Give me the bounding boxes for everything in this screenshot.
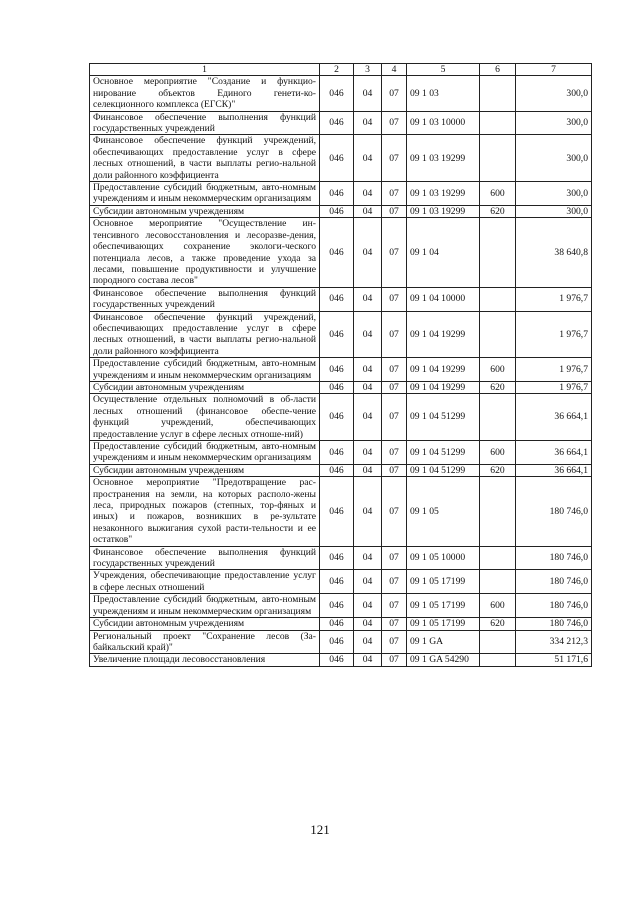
cell-ministry-code: 046: [320, 358, 354, 382]
row-name: Основное мероприятие "Предотвращение рас-пространения на земли, на которых располо-жены леса, природных пожаров (степных, тор-фяных и иных) и пожаров, возникших в ре-зультате незаконного выжигания сухой расти-тельности и ее остатков": [90, 477, 320, 546]
cell-section: 04: [354, 205, 382, 217]
cell-target-article: 09 1 05 10000: [407, 546, 480, 570]
cell-ministry-code: 046: [320, 311, 354, 358]
cell-target-article: 09 1 03 19299: [407, 205, 480, 217]
cell-section: 04: [354, 358, 382, 382]
cell-subsection: 07: [382, 111, 407, 135]
budget-table: [89, 63, 592, 667]
table-row: [90, 654, 592, 666]
cell-ministry-code: 046: [320, 205, 354, 217]
cell-subsection: 07: [382, 358, 407, 382]
cell-expense-type: [480, 654, 516, 666]
row-name: Осуществление отдельных полномочий в об-ласти лесных отношений (финансовое обеспе-чение функций учреждений, обеспечивающих предоставление услуг в сфере лесных отноше-ний): [90, 394, 320, 441]
cell-expense-type: 620: [480, 205, 516, 217]
cell-expense-type: [480, 477, 516, 546]
row-name: Предоставление субсидий бюджетным, авто-номным учреждениям и иным некоммерческим организациям: [90, 441, 320, 465]
table-row: [90, 546, 592, 570]
table-row: [90, 135, 592, 182]
cell-amount: 180 746,0: [516, 570, 592, 594]
cell-ministry-code: 046: [320, 594, 354, 618]
row-name: Учреждения, обеспечивающие предоставление услуг в сфере лесных отношений: [90, 570, 320, 594]
cell-subsection: 07: [382, 618, 407, 630]
table-row: [90, 441, 592, 465]
cell-section: 04: [354, 182, 382, 206]
column-header: 6: [480, 64, 516, 76]
cell-subsection: 07: [382, 654, 407, 666]
cell-subsection: 07: [382, 76, 407, 111]
cell-expense-type: 600: [480, 441, 516, 465]
cell-section: 04: [354, 311, 382, 358]
cell-ministry-code: 046: [320, 618, 354, 630]
cell-amount: 38 640,8: [516, 218, 592, 287]
cell-subsection: 07: [382, 441, 407, 465]
cell-expense-type: [480, 76, 516, 111]
cell-section: 04: [354, 135, 382, 182]
cell-amount: 180 746,0: [516, 477, 592, 546]
cell-section: 04: [354, 546, 382, 570]
cell-amount: 334 212,3: [516, 630, 592, 654]
cell-amount: 300,0: [516, 205, 592, 217]
cell-subsection: 07: [382, 477, 407, 546]
cell-target-article: 09 1 05: [407, 477, 480, 546]
cell-subsection: 07: [382, 570, 407, 594]
table-row: [90, 464, 592, 476]
cell-subsection: 07: [382, 135, 407, 182]
cell-target-article: 09 1 03 19299: [407, 135, 480, 182]
cell-ministry-code: 046: [320, 441, 354, 465]
cell-target-article: 09 1 05 17199: [407, 594, 480, 618]
cell-ministry-code: 046: [320, 394, 354, 441]
table-row: [90, 477, 592, 546]
cell-target-article: 09 1 03 10000: [407, 111, 480, 135]
row-name: Субсидии автономным учреждениям: [90, 618, 320, 630]
cell-expense-type: [480, 570, 516, 594]
row-name: Финансовое обеспечение функций учреждений, обеспечивающих предоставление услуг в сфере лесных отношений, в части выплаты регио-нальной доли районного коэффициента: [90, 311, 320, 358]
header-row: [90, 64, 592, 76]
cell-ministry-code: 046: [320, 182, 354, 206]
cell-subsection: 07: [382, 182, 407, 206]
cell-expense-type: [480, 135, 516, 182]
cell-ministry-code: 046: [320, 287, 354, 311]
cell-amount: 180 746,0: [516, 618, 592, 630]
cell-target-article: 09 1 04 10000: [407, 287, 480, 311]
cell-subsection: 07: [382, 205, 407, 217]
cell-subsection: 07: [382, 381, 407, 393]
cell-ministry-code: 046: [320, 76, 354, 111]
row-name: Увеличение площади лесовосстановления: [90, 654, 320, 666]
table-row: [90, 394, 592, 441]
row-name: Предоставление субсидий бюджетным, авто-номным учреждениям и иным некоммерческим организациям: [90, 594, 320, 618]
table-row: [90, 630, 592, 654]
cell-section: 04: [354, 111, 382, 135]
cell-subsection: 07: [382, 546, 407, 570]
cell-amount: 1 976,7: [516, 311, 592, 358]
cell-section: 04: [354, 464, 382, 476]
cell-amount: 300,0: [516, 182, 592, 206]
cell-target-article: 09 1 05 17199: [407, 570, 480, 594]
column-header: 7: [516, 64, 592, 76]
cell-section: 04: [354, 654, 382, 666]
table-row: [90, 381, 592, 393]
cell-amount: 1 976,7: [516, 358, 592, 382]
cell-amount: 1 976,7: [516, 287, 592, 311]
cell-section: 04: [354, 76, 382, 111]
cell-ministry-code: 046: [320, 654, 354, 666]
table-row: [90, 594, 592, 618]
cell-amount: 300,0: [516, 76, 592, 111]
column-header: 5: [407, 64, 480, 76]
cell-section: 04: [354, 381, 382, 393]
cell-target-article: 09 1 04 19299: [407, 381, 480, 393]
cell-target-article: 09 1 04 51299: [407, 464, 480, 476]
cell-section: 04: [354, 618, 382, 630]
table-row: [90, 205, 592, 217]
table-row: [90, 287, 592, 311]
row-name: Региональный проект "Сохранение лесов (За-байкальский край)": [90, 630, 320, 654]
cell-ministry-code: 046: [320, 464, 354, 476]
page-number: 121: [310, 822, 330, 837]
cell-section: 04: [354, 570, 382, 594]
cell-ministry-code: 046: [320, 630, 354, 654]
cell-subsection: 07: [382, 287, 407, 311]
cell-subsection: 07: [382, 218, 407, 287]
cell-target-article: 09 1 04 19299: [407, 311, 480, 358]
column-header: 4: [382, 64, 407, 76]
cell-amount: 36 664,1: [516, 441, 592, 465]
cell-section: 04: [354, 477, 382, 546]
cell-section: 04: [354, 630, 382, 654]
cell-ministry-code: 046: [320, 135, 354, 182]
cell-amount: 300,0: [516, 111, 592, 135]
row-name: Субсидии автономным учреждениям: [90, 205, 320, 217]
cell-expense-type: 620: [480, 381, 516, 393]
cell-expense-type: 600: [480, 358, 516, 382]
cell-expense-type: 600: [480, 182, 516, 206]
table-row: [90, 111, 592, 135]
table-row: [90, 218, 592, 287]
cell-target-article: 09 1 04: [407, 218, 480, 287]
column-header: 1: [90, 64, 320, 76]
cell-expense-type: [480, 630, 516, 654]
table-row: [90, 182, 592, 206]
cell-ministry-code: 046: [320, 570, 354, 594]
column-header: 3: [354, 64, 382, 76]
cell-target-article: 09 1 03 19299: [407, 182, 480, 206]
row-name: Финансовое обеспечение выполнения функций государственных учреждений: [90, 287, 320, 311]
cell-subsection: 07: [382, 464, 407, 476]
table-row: [90, 358, 592, 382]
cell-amount: 36 664,1: [516, 394, 592, 441]
row-name: Финансовое обеспечение выполнения функций государственных учреждений: [90, 546, 320, 570]
cell-target-article: 09 1 04 51299: [407, 394, 480, 441]
cell-subsection: 07: [382, 311, 407, 358]
row-name: Финансовое обеспечение выполнения функций государственных учреждений: [90, 111, 320, 135]
cell-section: 04: [354, 394, 382, 441]
row-name: Основное мероприятие "Осуществление ин-тенсивного лесовосстановления и лесоразве-дения, обеспечивающих сохранение экологи-ческого потенциала лесов, а также проведение ухода за лесами, повышение продуктивности и улучшение породного состава лесов": [90, 218, 320, 287]
cell-amount: 36 664,1: [516, 464, 592, 476]
cell-ministry-code: 046: [320, 381, 354, 393]
row-name: Предоставление субсидий бюджетным, авто-номным учреждениям и иным некоммерческим организациям: [90, 358, 320, 382]
table-row: [90, 570, 592, 594]
cell-expense-type: [480, 311, 516, 358]
cell-subsection: 07: [382, 594, 407, 618]
cell-amount: 180 746,0: [516, 546, 592, 570]
cell-section: 04: [354, 441, 382, 465]
cell-subsection: 07: [382, 394, 407, 441]
cell-amount: 180 746,0: [516, 594, 592, 618]
row-name: Предоставление субсидий бюджетным, авто-номным учреждениям и иным некоммерческим организациям: [90, 182, 320, 206]
table-row: [90, 311, 592, 358]
cell-ministry-code: 046: [320, 218, 354, 287]
cell-expense-type: [480, 218, 516, 287]
table-row: [90, 618, 592, 630]
cell-target-article: 09 1 GA 54290: [407, 654, 480, 666]
cell-target-article: 09 1 04 51299: [407, 441, 480, 465]
row-name: Финансовое обеспечение функций учреждений, обеспечивающих предоставление услуг в сфере лесных отношений, в части выплаты регио-нальной доли районного коэффициента: [90, 135, 320, 182]
cell-amount: 300,0: [516, 135, 592, 182]
row-name: Субсидии автономным учреждениям: [90, 381, 320, 393]
cell-expense-type: 620: [480, 618, 516, 630]
cell-expense-type: [480, 546, 516, 570]
cell-expense-type: 620: [480, 464, 516, 476]
row-name: Основное мероприятие "Создание и функцио-нирование объектов Единого генети-ко-селекционного комплекса (ЕГСК)": [90, 76, 320, 111]
column-header: 2: [320, 64, 354, 76]
cell-amount: 51 171,6: [516, 654, 592, 666]
cell-amount: 1 976,7: [516, 381, 592, 393]
cell-expense-type: [480, 111, 516, 135]
cell-expense-type: [480, 287, 516, 311]
table-row: [90, 76, 592, 111]
cell-ministry-code: 046: [320, 546, 354, 570]
cell-target-article: 09 1 03: [407, 76, 480, 111]
row-name: Субсидии автономным учреждениям: [90, 464, 320, 476]
cell-target-article: 09 1 05 17199: [407, 618, 480, 630]
cell-ministry-code: 046: [320, 477, 354, 546]
cell-expense-type: [480, 394, 516, 441]
cell-section: 04: [354, 218, 382, 287]
cell-section: 04: [354, 287, 382, 311]
cell-section: 04: [354, 594, 382, 618]
cell-target-article: 09 1 GA: [407, 630, 480, 654]
cell-ministry-code: 046: [320, 111, 354, 135]
cell-expense-type: 600: [480, 594, 516, 618]
cell-target-article: 09 1 04 19299: [407, 358, 480, 382]
cell-subsection: 07: [382, 630, 407, 654]
